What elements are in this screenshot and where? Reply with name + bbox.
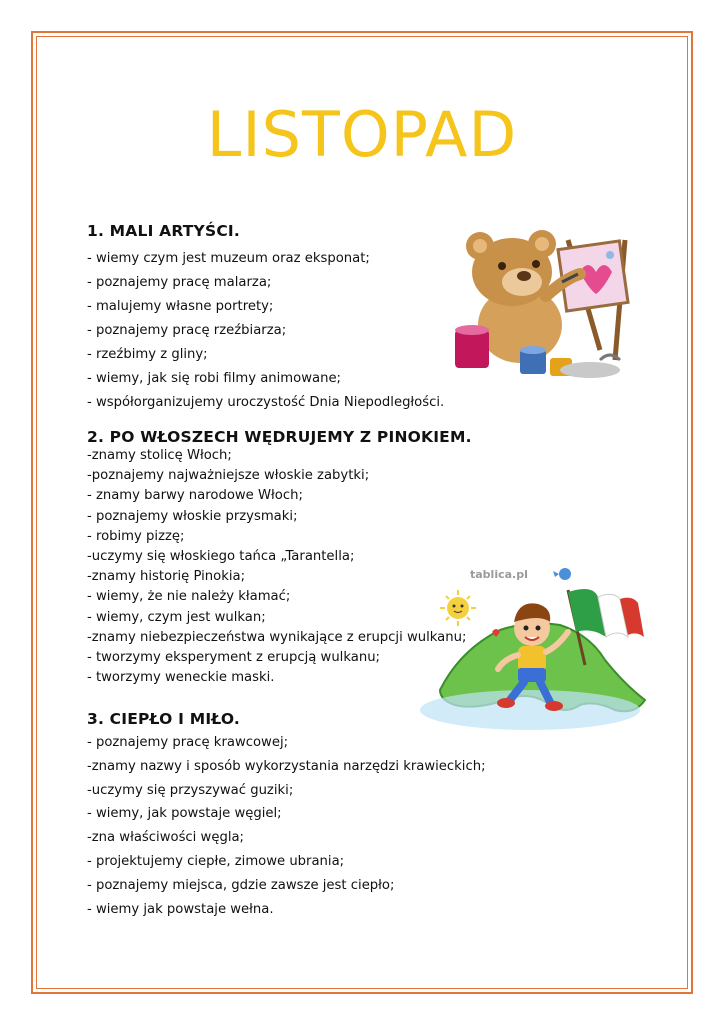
list-item: - wiemy jak powstaje wełna.: [87, 901, 274, 917]
list-item: - poznajemy miejsca, gdzie zawsze jest ciepło;: [87, 877, 395, 893]
list-item: - wiemy, jak powstaje węgiel;: [87, 806, 282, 822]
bear-painter-icon: [450, 210, 640, 385]
section-cieplo-i-milo: [87, 710, 486, 923]
list-item: - tworzymy eksperyment z erupcją wulkanu;: [87, 649, 380, 665]
list-item: -zna właściwości węgla;: [87, 830, 245, 846]
list-item: - znamy barwy narodowe Włoch;: [87, 488, 303, 504]
section-heading: 3. CIEPŁO I MIŁO.: [87, 710, 241, 728]
list-item: - wiemy, czym jest wulkan;: [87, 609, 266, 625]
list-item: -uczymy się przyszywać guziki;: [87, 782, 294, 798]
list-item: -znamy niebezpieczeństwa wynikające z erupcji wulkanu;: [87, 629, 467, 645]
list-item: - rzeźbimy z gliny;: [87, 347, 208, 362]
list-item: - poznajemy pracę malarza;: [87, 275, 272, 290]
list-item: - poznajemy pracę rzeźbiarza;: [87, 323, 287, 338]
list-item: - projektujemy ciepłe, zimowe ubrania;: [87, 853, 345, 869]
list-item: - poznajemy pracę krawcowej;: [87, 735, 289, 750]
section-heading: 1. MALI ARTYŚCI.: [87, 222, 240, 240]
section-list: [87, 447, 472, 689]
section-heading: 2. PO WŁOSZECH WĘDRUJEMY Z PINOKIEM.: [87, 428, 472, 446]
list-item: - wiemy, jak się robi filmy animowane;: [87, 371, 342, 386]
list-item: - współorganizujemy uroczystość Dnia Niepodległości.: [87, 395, 445, 410]
watermark-text: tablica.pl: [470, 568, 528, 581]
list-item: - wiemy czym jest muzeum oraz eksponat;: [87, 251, 370, 266]
section-list: [87, 250, 444, 418]
list-item: - poznajemy włoskie przysmaki;: [87, 508, 298, 524]
boy-italy-flag-icon: [420, 560, 655, 735]
list-item: - tworzymy weneckie maski.: [87, 670, 275, 686]
list-item: - wiemy, że nie należy kłamać;: [87, 589, 291, 605]
list-item: -uczymy się włoskiego tańca „Tarantella;: [87, 548, 355, 564]
list-item: -znamy stolicę Włoch;: [87, 448, 232, 463]
list-item: -znamy historię Pinokia;: [87, 569, 246, 585]
page-title: LISTOPAD: [206, 98, 518, 171]
section-po-wloszech: [87, 428, 472, 689]
list-item: - robimy pizzę;: [87, 528, 185, 544]
section-list: [87, 733, 486, 923]
list-item: -poznajemy najważniejsze włoskie zabytki;: [87, 468, 370, 484]
section-mali-artysci: [87, 222, 444, 418]
list-item: -znamy nazwy i sposób wykorzystania narzędzi krawieckich;: [87, 758, 486, 774]
list-item: - malujemy własne portrety;: [87, 299, 274, 314]
